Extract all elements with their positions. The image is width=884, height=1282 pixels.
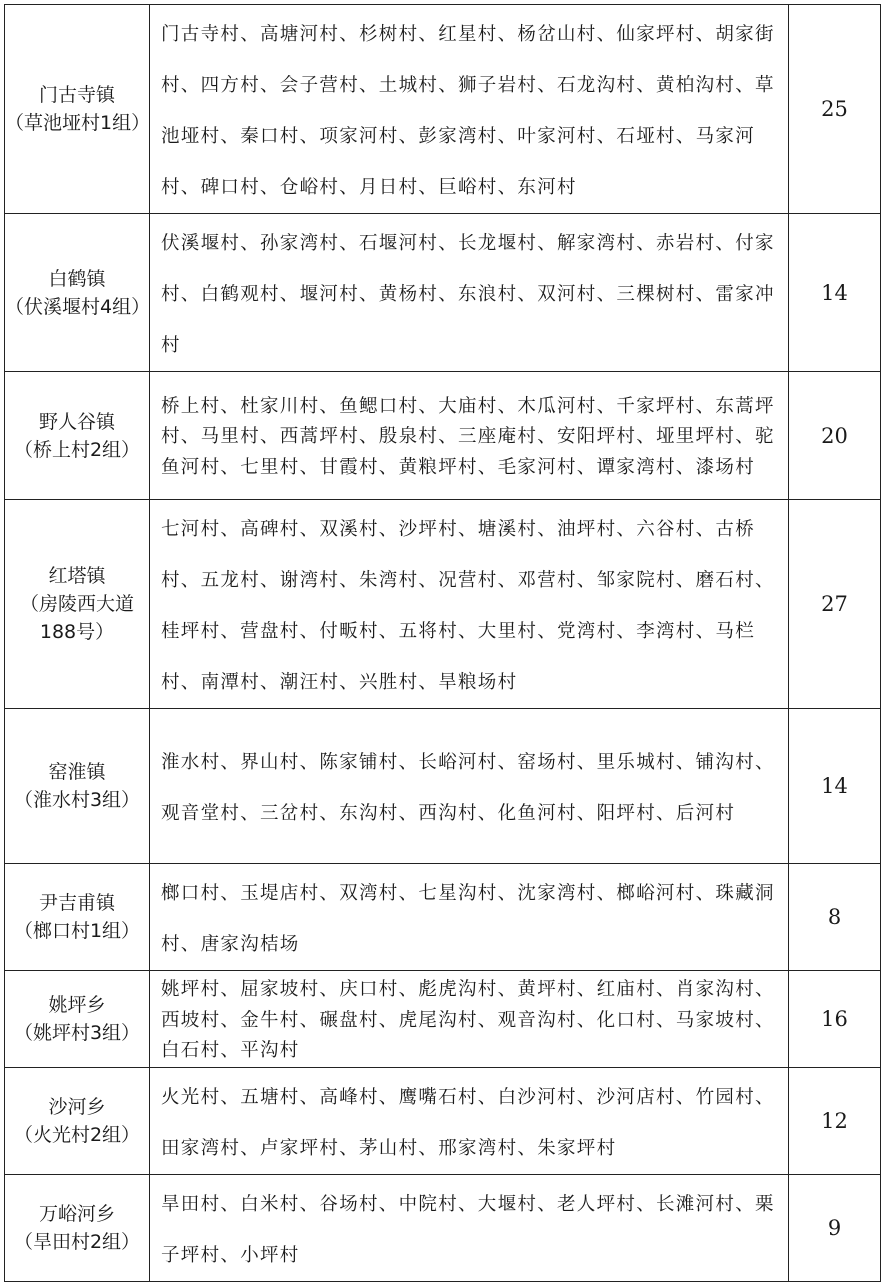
- town-village-table: [4, 4, 881, 1282]
- town-cell: [5, 971, 150, 1068]
- table-row: [5, 864, 881, 971]
- village-count: 14: [789, 709, 881, 864]
- town-cell: [5, 709, 150, 864]
- villages-cell: 伏溪堰村、孙家湾村、石堰河村、长龙堰村、解家湾村、赤岩村、付家村、白鹤观村、堰河村、黄杨村、东浪村、双河村、三棵树村、雷家冲村: [150, 214, 789, 372]
- villages-cell: 淮水村、界山村、陈家铺村、长峪河村、窑场村、里乐城村、铺沟村、观音堂村、三岔村、东沟村、西沟村、化鱼河村、阳坪村、后河村: [150, 709, 789, 864]
- town-cell: [5, 1174, 150, 1281]
- town-location: （榔口村1组）: [13, 920, 141, 942]
- table-row: [5, 5, 881, 214]
- town-name: 野人谷镇: [38, 410, 115, 433]
- town-name: 窑淮镇: [48, 761, 106, 783]
- village-count: 25: [789, 5, 881, 214]
- table-row: [5, 971, 881, 1068]
- town-cell: [5, 864, 150, 971]
- town-location: （桥上村2组）: [13, 438, 141, 461]
- town-name: 白鹤镇: [48, 267, 106, 290]
- town-name: 万峪河乡: [38, 1202, 115, 1225]
- table-row: [5, 372, 881, 500]
- village-count: 12: [789, 1067, 881, 1174]
- table-row: [5, 500, 881, 709]
- villages-cell: 七河村、高碑村、双溪村、沙坪村、塘溪村、油坪村、六谷村、古桥村、五龙村、谢湾村、朱湾村、况营村、邓营村、邹家院村、磨石村、桂坪村、营盘村、付畈村、五将村、大里村、党湾村、李湾村、马栏村、南潭村、潮汪村、兴胜村、旱粮场村: [150, 500, 789, 709]
- village-count: 16: [789, 971, 881, 1068]
- table-row: [5, 1174, 881, 1281]
- villages-cell: 门古寺村、高塘河村、杉树村、红星村、杨岔山村、仙家坪村、胡家街村、四方村、会子营村、土城村、狮子岩村、石龙沟村、黄柏沟村、草池垭村、秦口村、项家河村、彭家湾村、叶家河村、石垭村、马家河村、碑口村、仓峪村、月日村、巨峪村、东河村: [150, 5, 789, 214]
- villages-cell: 桥上村、杜家川村、鱼鳃口村、大庙村、木瓜河村、千家坪村、东蒿坪村、马里村、西蒿坪村、殷泉村、三座庵村、安阳坪村、垭里坪村、驼鱼河村、七里村、甘霞村、黄粮坪村、毛家河村、谭家湾村、漆场村: [150, 372, 789, 500]
- town-name: 沙河乡: [48, 1095, 106, 1118]
- village-count: 9: [789, 1174, 881, 1281]
- town-name: 尹吉甫镇: [38, 892, 115, 914]
- town-location: （淮水村3组）: [13, 789, 141, 811]
- villages-cell: 旱田村、白米村、谷场村、中院村、大堰村、老人坪村、长滩河村、栗子坪村、小坪村: [150, 1174, 789, 1281]
- town-location: （姚坪村3组）: [13, 1021, 141, 1044]
- town-name: 姚坪乡: [48, 993, 106, 1016]
- town-location: （房陵西大道188号）: [19, 593, 134, 643]
- village-count: 8: [789, 864, 881, 971]
- town-cell: [5, 1067, 150, 1174]
- town-location: （伏溪堰村4组）: [5, 295, 151, 318]
- villages-cell: 榔口村、玉堤店村、双湾村、七星沟村、沈家湾村、榔峪河村、珠藏洞村、唐家沟桔场: [150, 864, 789, 971]
- villages-cell: 火光村、五塘村、高峰村、鹰嘴石村、白沙河村、沙河店村、竹园村、田家湾村、卢家坪村、茅山村、邢家湾村、朱家坪村: [150, 1067, 789, 1174]
- town-location: （旱田村2组）: [13, 1230, 141, 1253]
- table-row: [5, 709, 881, 864]
- town-location: （草池垭村1组）: [5, 112, 151, 134]
- table-row: [5, 214, 881, 372]
- town-cell: [5, 372, 150, 500]
- table-row: [5, 1067, 881, 1174]
- town-name: 红塔镇: [48, 565, 106, 587]
- village-count: 20: [789, 372, 881, 500]
- town-name: 门古寺镇: [38, 84, 115, 106]
- village-count: 27: [789, 500, 881, 709]
- town-location: （火光村2组）: [13, 1123, 141, 1146]
- village-count: 14: [789, 214, 881, 372]
- town-cell: [5, 5, 150, 214]
- town-cell: [5, 214, 150, 372]
- town-cell: [5, 500, 150, 709]
- villages-cell: 姚坪村、屈家坡村、庆口村、彪虎沟村、黄坪村、红庙村、肖家沟村、西坡村、金牛村、碾盘村、虎尾沟村、观音沟村、化口村、马家坡村、白石村、平沟村: [150, 971, 789, 1068]
